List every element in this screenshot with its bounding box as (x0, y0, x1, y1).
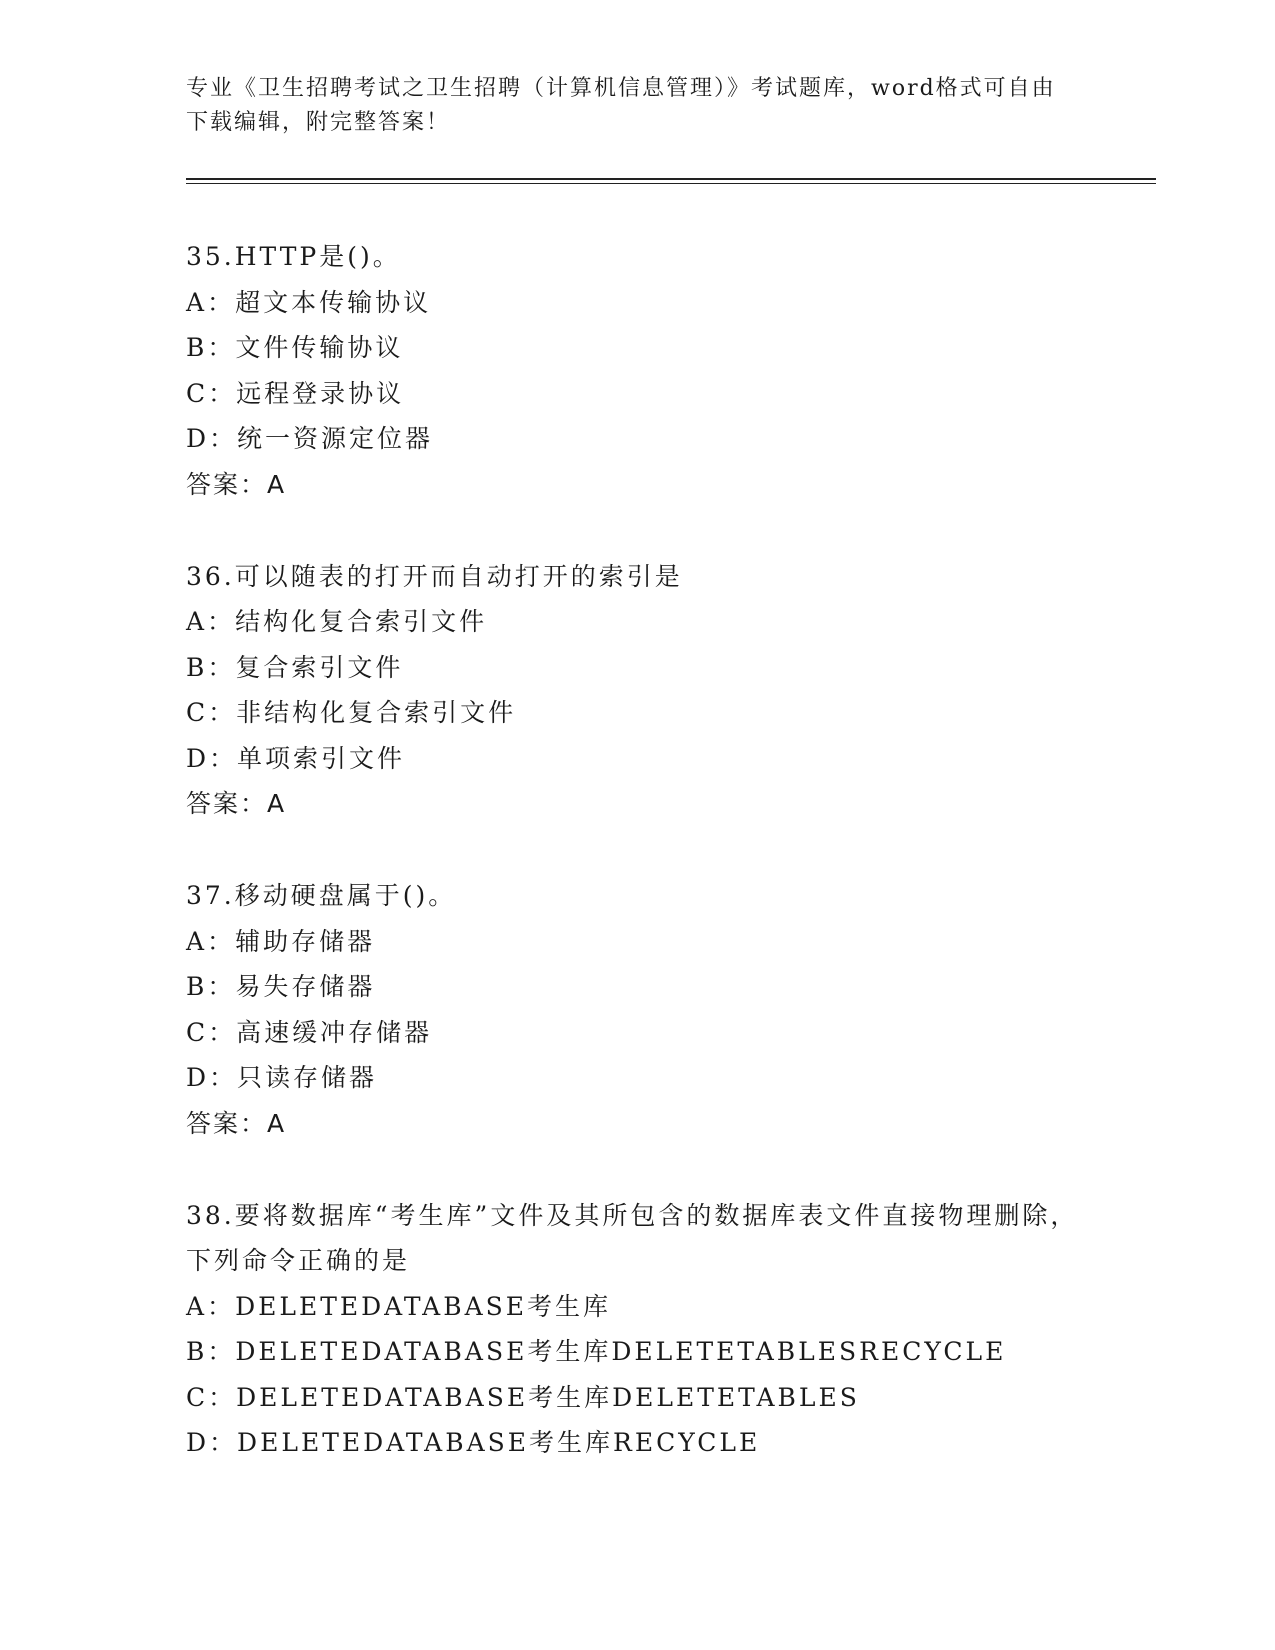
answer-line: 答案：A (186, 1108, 287, 1138)
option-letter: A： (186, 287, 236, 317)
option-letter: D： (186, 743, 238, 773)
option-c (186, 690, 1106, 736)
option-letter: D： (186, 424, 238, 453)
option-d (186, 1055, 1106, 1101)
option-a (186, 1284, 1106, 1330)
question-stem: 38.要将数据库“考生库”文件及其所包含的数据库表文件直接物理删除，下列命令正确的是 (186, 1200, 1079, 1275)
option-text: 辅助存储器 (235, 926, 376, 956)
option-b (186, 325, 1106, 371)
option-a (186, 280, 1106, 326)
option-text: 结构化复合索引文件 (235, 607, 488, 636)
question-stem: 36.可以随表的打开而自动打开的索引是 (186, 561, 683, 591)
option-text: DELETEDATABASE考生库RECYCLE (237, 1428, 761, 1457)
option-letter: B： (186, 972, 236, 1001)
option-text: 非结构化复合索引文件 (236, 698, 517, 727)
option-d (186, 736, 1106, 782)
option-text: 只读存储器 (237, 1063, 378, 1092)
option-letter: C： (186, 1017, 237, 1047)
option-d (186, 1420, 1106, 1466)
option-letter: A： (186, 1291, 236, 1321)
option-text: 文件传输协议 (235, 333, 404, 362)
option-letter: C： (186, 378, 237, 408)
option-b (186, 1329, 1106, 1375)
option-text: 高速缓冲存储器 (236, 1017, 433, 1047)
option-letter: B： (186, 333, 236, 362)
option-letter: B： (186, 652, 236, 682)
option-b (186, 645, 1106, 691)
question-36 (186, 554, 1106, 827)
option-a (186, 599, 1106, 645)
option-letter: B： (186, 1337, 236, 1366)
option-text: 远程登录协议 (236, 378, 405, 408)
answer-line: 答案：A (186, 789, 287, 818)
header-double-rule (186, 178, 1156, 184)
option-c (186, 371, 1106, 417)
option-letter: C： (186, 1382, 237, 1412)
option-b (186, 964, 1106, 1010)
question-35 (186, 234, 1106, 507)
option-d (186, 416, 1106, 462)
option-text: DELETEDATABASE考生库DELETETABLESRECYCLE (235, 1337, 1007, 1366)
option-letter: A： (186, 926, 236, 956)
question-stem: 37.移动硬盘属于()。 (186, 881, 457, 910)
option-letter: C： (186, 698, 237, 727)
intro-text: 专业《卫生招聘考试之卫生招聘（计算机信息管理）》考试题库，word格式可自由下载编辑，附完整答案！ (186, 76, 1056, 135)
option-letter: A： (186, 607, 236, 636)
option-text: 单项索引文件 (237, 743, 406, 773)
option-text: 超文本传输协议 (235, 287, 432, 317)
question-38 (186, 1193, 1106, 1466)
option-a (186, 919, 1106, 965)
option-text: 易失存储器 (235, 972, 376, 1001)
option-letter: D： (186, 1428, 238, 1457)
question-list (186, 234, 1106, 1513)
option-letter: D： (186, 1063, 238, 1092)
question-37 (186, 873, 1106, 1146)
option-text: 统一资源定位器 (237, 424, 434, 453)
option-text: 复合索引文件 (235, 652, 404, 682)
option-text: DELETEDATABASE考生库DELETETABLES (236, 1382, 860, 1412)
option-c (186, 1010, 1106, 1056)
option-text: DELETEDATABASE考生库 (235, 1291, 612, 1321)
option-c (186, 1375, 1106, 1421)
answer-line: 答案：A (186, 469, 287, 499)
question-stem: 35.HTTP是()。 (186, 242, 401, 271)
